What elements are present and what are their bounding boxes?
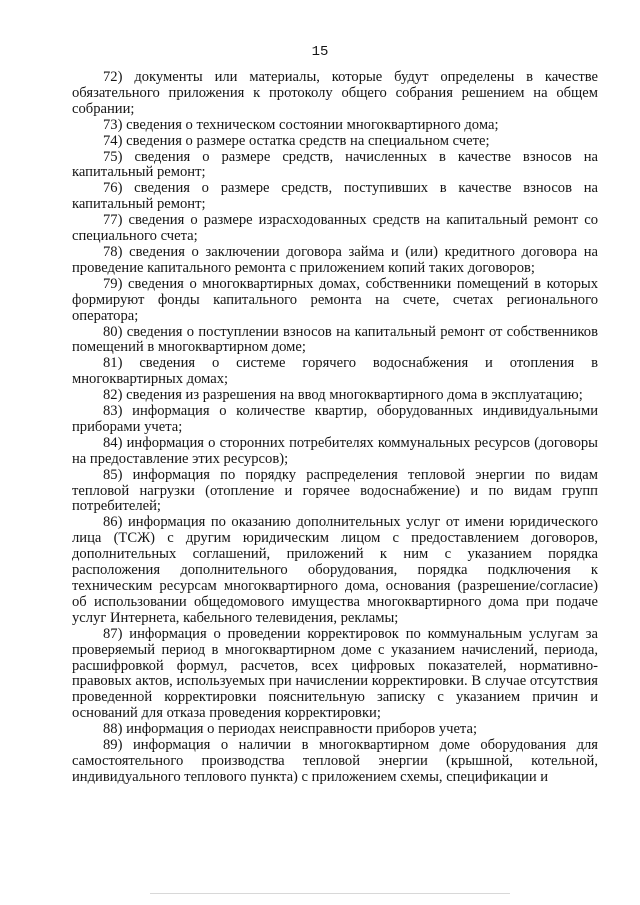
scan-edge-line (150, 893, 510, 894)
list-item: 84) информация о сторонних потребителях коммунальных ресурсов (договоры на предоставление этих ресурсов); (72, 434, 598, 467)
list-item: 74) сведения о размере остатка средств на специальном счете; (103, 132, 490, 149)
list-item: 72) документы или материалы, которые будут определены в качестве обязательного приложения к протоколу общего собрания решением на общем собрании; (72, 69, 598, 117)
page-number: 15 (311, 44, 329, 60)
list-item: 80) сведения о поступлении взносов на капитальный ремонт от собственников помещений в многоквартирном доме; (72, 323, 598, 356)
list-item: 77) сведения о размере израсходованных средств на капитальный ремонт со специального счета; (72, 212, 598, 245)
document-body (72, 70, 598, 786)
list-item: 86) информация по оказанию дополнительных услуг от имени юридического лица (ТСЖ) с другим юридическим лицом с предоставлением договоров, дополнительных соглашений, приложений к ним с указанием порядка расположения дополнительного оборудования, порядка подключения к техническим ресурсам многоквартирного дома, основания (разрешение/согласие) об использовании общедомового имущества многоквартирного дома при подаче услуг Интернета, кабельного телевидения, рекламы; (72, 514, 598, 626)
list-item: 81) сведения о системе горячего водоснабжения и отопления в многоквартирных домах; (72, 355, 598, 388)
list-item: 75) сведения о размере средств, начисленных в качестве взносов на капитальный ремонт; (72, 148, 598, 181)
list-item: 85) информация по порядку распределения тепловой энергии по видам тепловой нагрузки (отопление и горячее водоснабжение) и по видам групп потребителей; (72, 466, 598, 515)
list-item: 83) информация о количестве квартир, оборудованных индивидуальными приборами учета; (72, 403, 598, 435)
list-item: 88) информация о периодах неисправности приборов учета; (103, 721, 478, 738)
list-item: 82) сведения из разрешения на ввод многоквартирного дома в эксплуатацию; (103, 387, 583, 404)
list-item: 76) сведения о размере средств, поступивших в качестве взносов на капитальный ремонт; (72, 180, 598, 213)
list-item: 89) информация о наличии в многоквартирном доме оборудования для самостоятельного производства тепловой энергии (крышной, котельной, индивидуального теплового пункта) с приложением схемы, спецификации и (72, 737, 598, 785)
list-item: 87) информация о проведении корректировок по коммунальным услугам за проверяемый период в многоквартирном доме с указанием начислений, периода, расшифровкой формул, расчетов, всех цифровых показателей, нормативно-правовых актов, используемых при начислении корректировки. В случае отсутствия проведенной корректировки пояснительную записку с указанием причин и оснований для отказа проведения корректировки; (72, 625, 598, 722)
list-item: 79) сведения о многоквартирных домах, собственники помещений в которых формируют фонды капитального ремонта на счете, счетах регионального оператора; (72, 275, 598, 324)
list-item: 73) сведения о техническом состоянии многоквартирного дома; (103, 116, 499, 133)
list-item: 78) сведения о заключении договора займа и (или) кредитного договора на проведение капитального ремонта с приложением копий таких договоров; (72, 243, 598, 276)
